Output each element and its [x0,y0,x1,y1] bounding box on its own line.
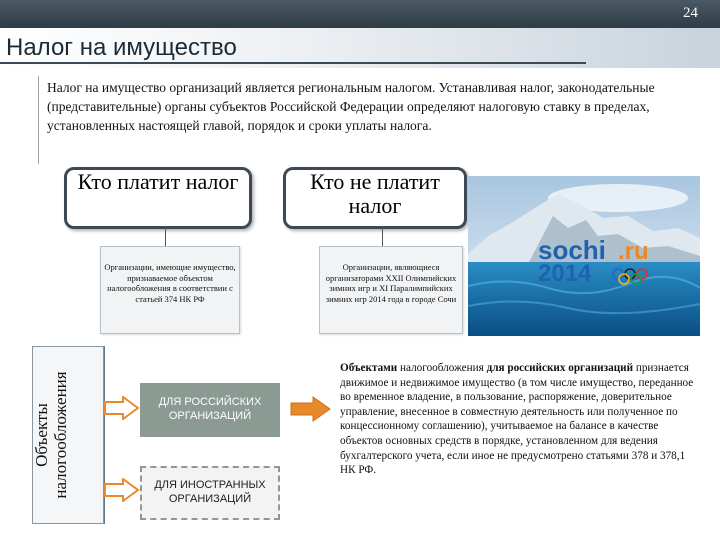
connector [165,226,166,246]
objects-side-label: Объекты налогообложения [32,371,70,499]
arrow-right-icon [104,396,140,420]
who-pays-heading: Кто платит налог [77,169,239,194]
logo-ru: .ru [618,238,649,265]
who-not-pays-box [283,167,467,229]
who-not-pays-detail: Организации, являющиеся организаторами XXII Олимпийских зимних игр и XI Паралимпийских зимних игр 2014 года в городе Сочи [325,262,457,304]
sochi-olympics-image [468,176,700,336]
foreign-orgs-box [140,466,280,520]
logo-sochi: sochi [538,235,606,265]
arrow-right-icon [104,478,140,502]
objects-description: Объектами налогообложения для российских организаций признается движимое и недвижимое имущество (в том числе имущество, переданное во временное владение, в пользование, распоряжение, доверительное управление, внесенное в совместную деятельность или полученное по концессионному соглашению), учитываемое на балансе в качестве объектов основных средств в порядке, установленном для ведения бухгалтерского учета, если иное не предусмотрено статьями 378 и 378,1 НК РФ. [340,362,694,477]
russian-orgs-box [140,383,280,437]
who-not-pays-heading: Кто не платит налог [310,169,440,218]
page-number: 24 [683,5,698,21]
who-not-pays-detail-box [319,246,463,334]
page-title: Налог на имущество [6,34,237,61]
foreign-orgs-label: ДЛЯ ИНОСТРАННЫХ ОРГАНИЗАЦИЙ [154,479,266,505]
title-underline [0,62,586,64]
who-pays-detail: Организации, имеющие имущество, признаваемое объектом налогообложения в соответствии с статьей 374 НК РФ [104,262,236,304]
who-pays-detail-box [100,246,240,334]
who-pays-box [64,167,252,229]
logo-2014: 2014 [538,260,592,287]
header-bar [0,0,720,28]
intro-rule [38,76,39,164]
intro-text: Налог на имущество организаций является региональным налогом. Устанавливая налог, законодательные (представительные) органы субъектов Российской Федерации определяют налоговую ставку в пределах, установленных настоящей главой, порядок и сроки уплаты налога. [47,80,655,133]
arrow-right-icon [290,396,332,422]
connector [382,226,383,246]
russian-orgs-label: ДЛЯ РОССИЙСКИХ ОРГАНИЗАЦИЙ [158,396,262,422]
